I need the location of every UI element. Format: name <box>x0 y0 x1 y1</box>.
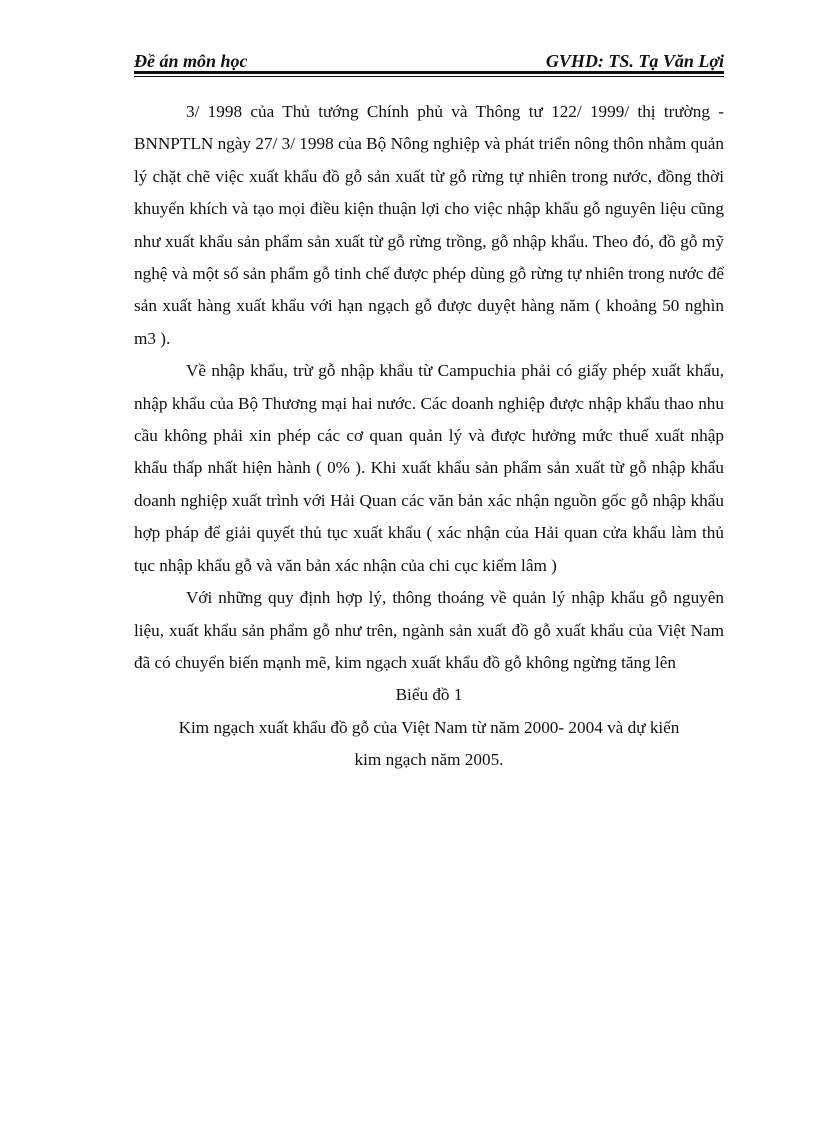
paragraph-2: Về nhập khẩu, trừ gỗ nhập khẩu từ Campuchia phải có giấy phép xuất khẩu, nhập khẩu của Bộ Thương mại hai nước. Các doanh nghiệp được nhập khẩu thao nhu cầu không phải xin phép các cơ quan quản lý và được hưởng mức thuế xuất nhập khẩu thấp nhất hiện hành ( 0% ). Khi xuất khẩu sản phẩm sản xuất từ gỗ nhập khẩu doanh nghiệp xuất trình với Hải Quan các văn bản xác nhận nguồn gốc gỗ nhập khẩu hợp pháp để giải quyết thủ tục xuất khẩu ( xác nhận của Hải quan cửa khẩu làm thủ tục nhập khẩu gỗ và văn bản xác nhận của chi cục kiểm lâm ) <box>134 361 724 575</box>
figure-title-line-1: Kim ngạch xuất khẩu đồ gỗ của Việt Nam từ năm 2000- 2004 và dự kiến <box>178 717 680 737</box>
header-rule-thick <box>134 71 724 74</box>
figure-label: Biểu đồ 1 <box>395 685 463 705</box>
page-header <box>134 46 724 72</box>
document-body <box>134 96 724 777</box>
paragraph-3: Với những quy định hợp lý, thông thoáng về quản lý nhập khẩu gỗ nguyên liệu, xuất khẩu sản phẩm gỗ như trên, ngành sản xuất đồ gỗ xuất khẩu của Việt Nam đã có chuyển biến mạnh mẽ, kim ngạch xuất khẩu đồ gỗ không ngừng tăng lên <box>134 588 724 672</box>
paragraph-1: 3/ 1998 của Thủ tướng Chính phủ và Thông tư 122/ 1999/ thị trường - BNNPTLN ngày 27/ 3/ 1998 của Bộ Nông nghiệp và phát triển nông thôn nhằm quản lý chặt chẽ việc xuất khẩu đồ gỗ sản xuất từ gỗ rừng tự nhiên trong nước, đồng thời khuyến khích và tạo mọi điều kiện thuận lợi cho việc nhập khẩu gỗ nguyên liệu cũng như xuất khẩu sản phẩm sản xuất từ gỗ rừng trồng, gỗ nhập khẩu. Theo đó, đồ gỗ mỹ nghệ và một số sản phẩm gỗ tinh chế được phép dùng gỗ rừng tự nhiên trong nước để sản xuất hàng xuất khẩu với hạn ngạch gỗ được duyệt hàng năm ( khoảng 50 nghìn m3 ). <box>134 102 724 348</box>
header-rule-thin <box>134 76 724 77</box>
header-supervisor: GVHD: TS. Tạ Văn Lợi <box>545 51 724 71</box>
header-course-title: Đề án môn học <box>134 51 248 71</box>
figure-title-line-2: kim ngạch năm 2005. <box>354 750 504 770</box>
